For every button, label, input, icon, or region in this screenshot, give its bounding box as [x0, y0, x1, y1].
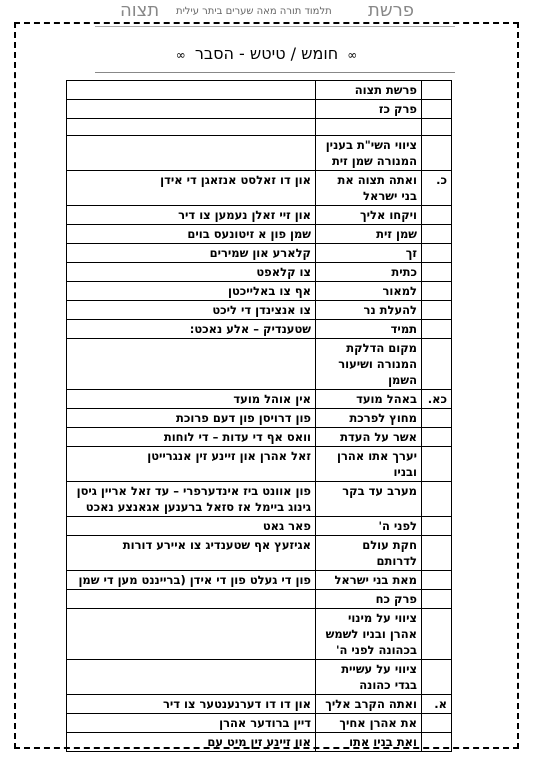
table-row: [67, 320, 452, 339]
table-row: [67, 695, 452, 714]
empty-cell: [316, 119, 422, 136]
verse-number: [422, 714, 452, 733]
table-row: [67, 100, 452, 119]
hebrew-text: ואתה תצוה את בני ישראל: [316, 171, 422, 206]
table-row: [67, 571, 452, 590]
table-row: [67, 339, 452, 390]
yiddish-translation: פאר גאט: [67, 517, 316, 536]
table-row: [67, 263, 452, 282]
yiddish-translation: און זיינע זין מיט עם: [67, 733, 316, 752]
verse-number: [422, 282, 452, 301]
table-row: [67, 171, 452, 206]
yiddish-translation: זאל אהרן און זיינע זין אנגרייטן: [67, 447, 316, 482]
yiddish-translation: אף צו באלייכטן: [67, 282, 316, 301]
verse-number: כא.: [422, 390, 452, 409]
table-row: [67, 517, 452, 536]
yiddish-translation: צו קלאפט: [67, 263, 316, 282]
verse-number: [422, 428, 452, 447]
yiddish-translation: שטענדיק – אלע נאכט:: [67, 320, 316, 339]
subtitle-text: חומש / טיטש - הסבר: [194, 44, 339, 63]
table-row: [67, 119, 452, 136]
yiddish-translation: פון דרויסן פון דעם פרוכת: [67, 409, 316, 428]
hebrew-text: מחוץ לפרכת: [316, 409, 422, 428]
verse-number: [422, 409, 452, 428]
table-row: [67, 136, 452, 171]
yiddish-translation: דיין ברודער אהרן: [67, 714, 316, 733]
hebrew-text: את אהרן אחיך: [316, 714, 422, 733]
yiddish-translation: שמן פון א זיטונעס בוים: [67, 225, 316, 244]
verse-number: [422, 263, 452, 282]
verse-number: [422, 244, 452, 263]
hebrew-text: לפני ה': [316, 517, 422, 536]
header-parsha-name: תצוה: [120, 0, 160, 21]
verse-number: [422, 517, 452, 536]
table-row: [67, 660, 452, 695]
verse-number: [422, 733, 452, 752]
empty-cell: [67, 339, 316, 390]
hebrew-text: חקת עולם לדרותם: [316, 536, 422, 571]
empty-cell: [67, 609, 316, 660]
yiddish-translation: און דו זאלסט אנזאגן די אידן: [67, 171, 316, 206]
hebrew-text: למאור: [316, 282, 422, 301]
table-row: [67, 714, 452, 733]
table-row: [67, 733, 452, 752]
hebrew-text: ואת בניו אתו: [316, 733, 422, 752]
empty-cell: [67, 590, 316, 609]
empty-cell: [422, 609, 452, 660]
table-row: [67, 590, 452, 609]
verse-number: כ.: [422, 171, 452, 206]
verse-number: [422, 447, 452, 482]
hebrew-text: ויקחו אליך: [316, 206, 422, 225]
table-row: [67, 536, 452, 571]
empty-cell: [67, 136, 316, 171]
hebrew-text: מאת בני ישראל: [316, 571, 422, 590]
hebrew-text: מערב עד בקר: [316, 482, 422, 517]
header-school-name: תלמוד תורה מאה שערים ביתר עילית: [176, 6, 332, 17]
hebrew-text: אשר על העדת: [316, 428, 422, 447]
verse-number: [422, 571, 452, 590]
section-heading: מקום הדלקת המנורה ושיעור השמן: [316, 339, 422, 390]
verse-number: [422, 536, 452, 571]
hebrew-text: תמיד: [316, 320, 422, 339]
empty-cell: [422, 590, 452, 609]
empty-cell: [422, 119, 452, 136]
section-heading: ציווי על מינוי אהרן ובניו לשמש בכהונה לפני ה': [316, 609, 422, 660]
empty-cell: [67, 81, 316, 100]
empty-cell: [67, 119, 316, 136]
table-row: [67, 409, 452, 428]
table-row: [67, 206, 452, 225]
yiddish-translation: אגיזעץ אף שטענדיג צו איירע דורות: [67, 536, 316, 571]
empty-cell: [422, 136, 452, 171]
table-row: [67, 447, 452, 482]
section-heading: ציווי על עשיית בגדי כהונה: [316, 660, 422, 695]
table-row: [67, 282, 452, 301]
table-row: [67, 225, 452, 244]
yiddish-translation: און זיי זאלן נעמען צו דיר: [67, 206, 316, 225]
section-heading: ציווי השי"ת בענין המנורה שמן זית: [316, 136, 422, 171]
verse-number: [422, 225, 452, 244]
hebrew-text: להעלת נר: [316, 301, 422, 320]
empty-cell: [67, 660, 316, 695]
empty-cell: [422, 660, 452, 695]
empty-cell: [422, 339, 452, 390]
translation-table: [66, 80, 452, 752]
yiddish-translation: אין אוהל מועד: [67, 390, 316, 409]
yiddish-translation: וואס אף די עדות – די לוחות: [67, 428, 316, 447]
verse-number: [422, 301, 452, 320]
table-row: [67, 482, 452, 517]
yiddish-translation: צו אנצינדן די ליכט: [67, 301, 316, 320]
table-row: [67, 390, 452, 409]
table-row: [67, 244, 452, 263]
ornament-icon-left: ∞: [175, 48, 186, 62]
yiddish-translation: און דו דו דערנענטער צו דיר: [67, 695, 316, 714]
empty-cell: [422, 100, 452, 119]
yiddish-translation: פון אוונט ביז אינדערפרי – עד זאל אריין גיסן גינוג ביימל אז סזאל ברענען אגאנצע נאכט: [67, 482, 316, 517]
table-row: [67, 609, 452, 660]
header-parsha-label: פרשת: [368, 0, 414, 21]
ornament-icon-right: ∞: [347, 48, 358, 62]
table-row: [67, 81, 452, 100]
chapter-title: פרק כז: [316, 100, 422, 119]
hebrew-text: יערך אתו אהרן ובניו: [316, 447, 422, 482]
table-row: [67, 301, 452, 320]
parsha-title: פרשת תצוה: [316, 81, 422, 100]
hebrew-text: באהל מועד: [316, 390, 422, 409]
verse-number: [422, 206, 452, 225]
hebrew-text: זך: [316, 244, 422, 263]
verse-number: [422, 482, 452, 517]
empty-cell: [67, 100, 316, 119]
yiddish-translation: קלארע און שמירים: [67, 244, 316, 263]
verse-number: [422, 320, 452, 339]
translation-table-body: [67, 81, 452, 752]
empty-cell: [422, 81, 452, 100]
table-row: [67, 428, 452, 447]
yiddish-translation: פון די געלט פון די אידן (ברייננט מען די שמן: [67, 571, 316, 590]
hebrew-text: שמן זית: [316, 225, 422, 244]
hebrew-text: כתית: [316, 263, 422, 282]
chapter-title: פרק כח: [316, 590, 422, 609]
verse-number: א.: [422, 695, 452, 714]
hebrew-text: ואתה הקרב אליך: [316, 695, 422, 714]
